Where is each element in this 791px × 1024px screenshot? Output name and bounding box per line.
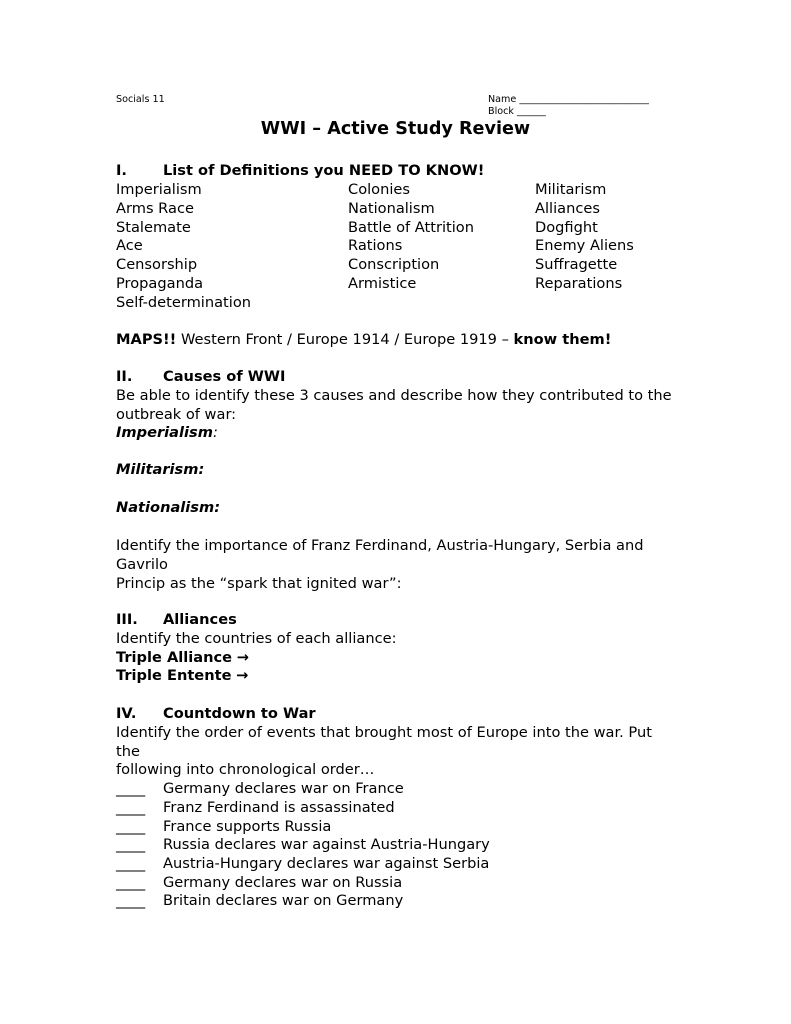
section-2-intro: Be able to identify these 3 causes and describe how they contributed to the (116, 386, 672, 404)
definitions-list (116, 181, 676, 313)
event-text: Germany declares war on France (163, 780, 404, 798)
section-1-title: List of Definitions you NEED TO KNOW! (163, 162, 485, 179)
section-3-number: III. (116, 611, 138, 628)
spark-question-line-1: Identify the importance of Franz Ferdinand, Austria-Hungary, Serbia and Gavrilo (116, 537, 644, 573)
term: Alliances (535, 199, 600, 217)
term: Conscription (348, 256, 440, 274)
definitions-row (116, 294, 676, 313)
event-text: Britain declares war on Germany (163, 892, 404, 910)
order-blank[interactable]: ____ (116, 873, 146, 891)
term: Dogfight (535, 218, 598, 236)
term: Nationalism (348, 199, 435, 217)
section-2-number: II. (116, 368, 133, 385)
section-4 (116, 705, 676, 911)
cause-militarism: Militarism: (116, 461, 205, 478)
maps-text: Western Front / Europe 1914 / Europe 1919 – (176, 331, 514, 348)
cause-nationalism: Nationalism: (116, 499, 221, 516)
term: Suffragette (535, 256, 618, 274)
definitions-row (116, 181, 676, 200)
term: Reparations (535, 274, 623, 292)
alliance-triple-entente (116, 667, 676, 686)
list-item (116, 836, 676, 855)
section-2-title: Causes of WWI (163, 368, 286, 385)
cause-imperialism (116, 424, 676, 443)
term: Propaganda (116, 274, 204, 292)
section-4-number: IV. (116, 705, 137, 722)
alliance-triple-alliance (116, 649, 676, 668)
list-item (116, 855, 676, 874)
page-title: WWI – Active Study Review (260, 119, 531, 139)
term: Arms Race (116, 199, 194, 217)
section-1-number: I. (116, 162, 127, 179)
order-blank[interactable]: ____ (116, 892, 146, 910)
list-item (116, 780, 676, 799)
event-text: Austria-Hungary declares war against Serbia (163, 854, 490, 872)
term: Battle of Attrition (348, 218, 474, 236)
term: Ace (116, 237, 143, 255)
definitions-row (116, 219, 676, 238)
term: Censorship (116, 256, 198, 274)
list-item (116, 874, 676, 893)
event-text: Franz Ferdinand is assassinated (163, 798, 395, 816)
cause-label: Imperialism (116, 424, 213, 442)
definitions-row (116, 200, 676, 219)
section-4-title: Countdown to War (163, 705, 316, 722)
definitions-row (116, 275, 676, 294)
section-2-intro-cont: outbreak of war: (116, 405, 237, 423)
term: Imperialism (116, 181, 202, 198)
event-text: Russia declares war against Austria-Hungary (163, 836, 490, 854)
event-text: France supports Russia (163, 817, 332, 835)
term: Colonies (348, 181, 410, 198)
definitions-row (116, 256, 676, 275)
alliance-label: Triple Alliance (116, 648, 233, 666)
maps-line (116, 331, 676, 350)
section-4-intro: Identify the order of events that brought most of Europe into the war. Put the (116, 723, 652, 760)
list-item (116, 818, 676, 837)
section-1-heading (116, 162, 676, 181)
term: Rations (348, 237, 403, 255)
section-2 (116, 368, 676, 443)
maps-emphasis: know them! (513, 331, 612, 348)
arrow-right-icon: → (236, 667, 249, 685)
course-label: Socials 11 (116, 94, 165, 105)
term: Stalemate (116, 218, 191, 236)
term: Self-determination (116, 293, 252, 311)
section-3 (116, 611, 676, 686)
list-item (116, 799, 676, 818)
name-line: Name ___________________________ (488, 94, 649, 105)
spark-question (116, 537, 676, 593)
order-blank[interactable]: ____ (116, 836, 146, 854)
alliance-label: Triple Entente (116, 667, 232, 685)
section-4-heading (116, 705, 676, 724)
definitions-row (116, 237, 676, 256)
event-text: Germany declares war on Russia (163, 873, 403, 891)
order-blank[interactable]: ____ (116, 798, 146, 816)
order-blank[interactable]: ____ (116, 817, 146, 835)
arrow-right-icon: → (236, 648, 249, 666)
spark-question-line-2: Princip as the “spark that ignited war”: (116, 574, 402, 592)
section-3-title: Alliances (163, 611, 237, 628)
block-line: Block ______ (488, 106, 546, 117)
order-blank[interactable]: ____ (116, 780, 146, 798)
student-info (488, 94, 649, 118)
term: Enemy Aliens (535, 237, 634, 255)
section-3-heading (116, 611, 676, 630)
list-item (116, 892, 676, 911)
order-blank[interactable]: ____ (116, 854, 146, 872)
section-2-heading (116, 368, 676, 387)
term: Armistice (348, 274, 417, 292)
maps-label: MAPS!! (116, 331, 177, 348)
term: Militarism (535, 181, 607, 198)
section-4-intro-cont: following into chronological order… (116, 761, 375, 779)
section-3-intro: Identify the countries of each alliance: (116, 629, 397, 647)
cause-colon: : (212, 424, 218, 442)
